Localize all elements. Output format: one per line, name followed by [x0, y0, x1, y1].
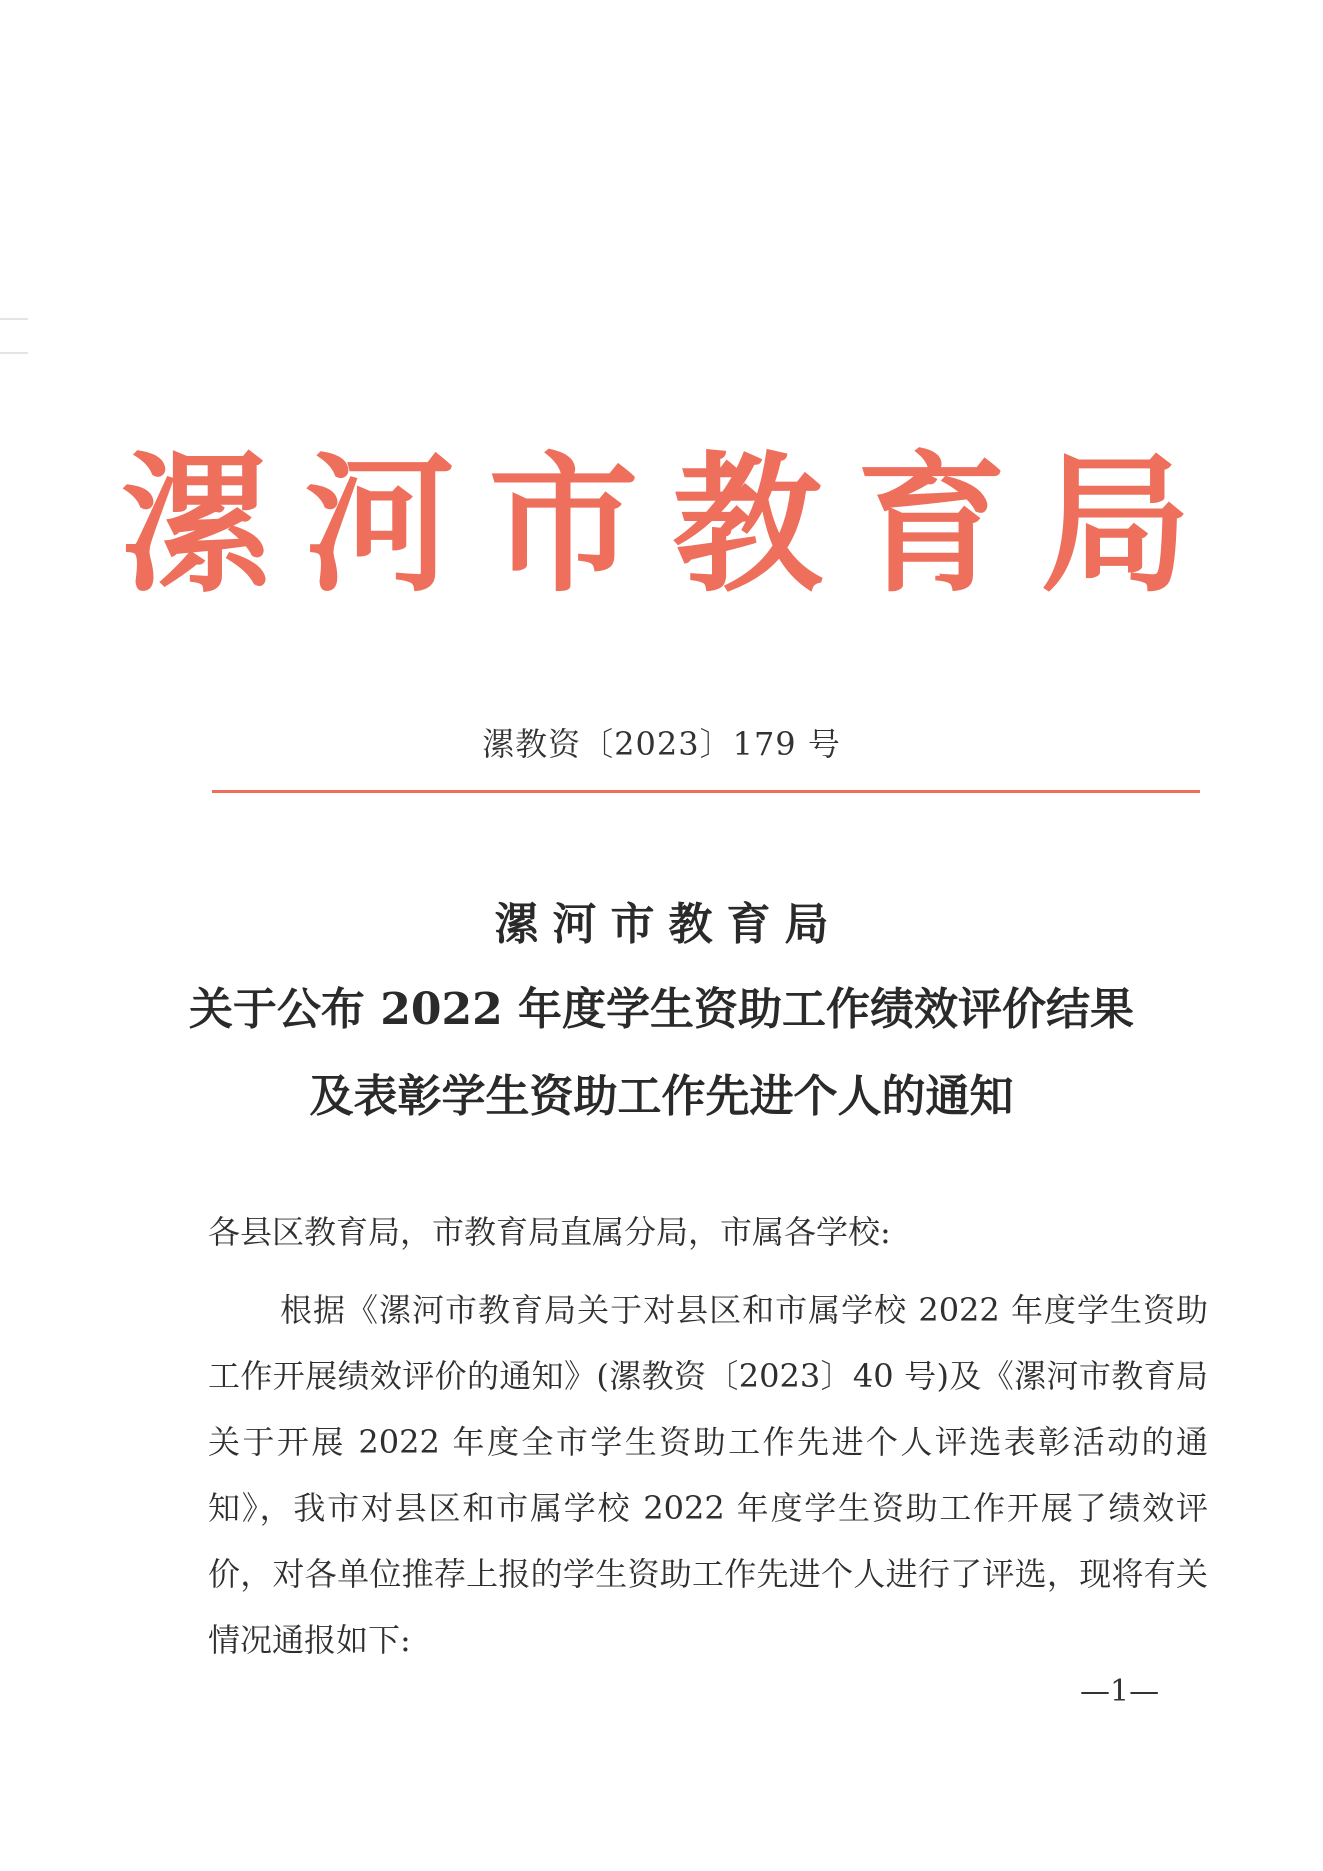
scan-edge-mark: [0, 352, 28, 354]
page-number: —1—: [1080, 1674, 1160, 1709]
red-divider-line: [212, 790, 1200, 793]
document-number: 漯教资〔2023〕179 号: [482, 725, 841, 763]
body-paragraph: 根据《漯河市教育局关于对县区和市属学校 2022 年度学生资助工作开展绩效评价的通知》(漯教资〔2023〕40 号)及《漯河市教育局关于开展 2022 年度全市学生资助工作先进个人评选表彰活动的通知》，我市对县区和市属学校 2022 年度学生资助工作开展了绩效评价，对各单位推荐上报的学生资助工作先进个人进行了评选，现将有关情况通报如下:: [208, 1291, 1208, 1659]
heading-line-2: 关于公布 2022 年度学生资助工作绩效评价结果: [188, 984, 1135, 1035]
scan-edge-mark: [0, 318, 28, 320]
heading-line-3: 及表彰学生资助工作先进个人的通知: [309, 1071, 1014, 1122]
issuer-title: 漯河市教育局: [120, 437, 1225, 613]
heading-line-1: 漯河市教育局: [494, 899, 843, 950]
salutation: 各县区教育局，市教育局直属分局，市属各学校:: [208, 1213, 891, 1251]
